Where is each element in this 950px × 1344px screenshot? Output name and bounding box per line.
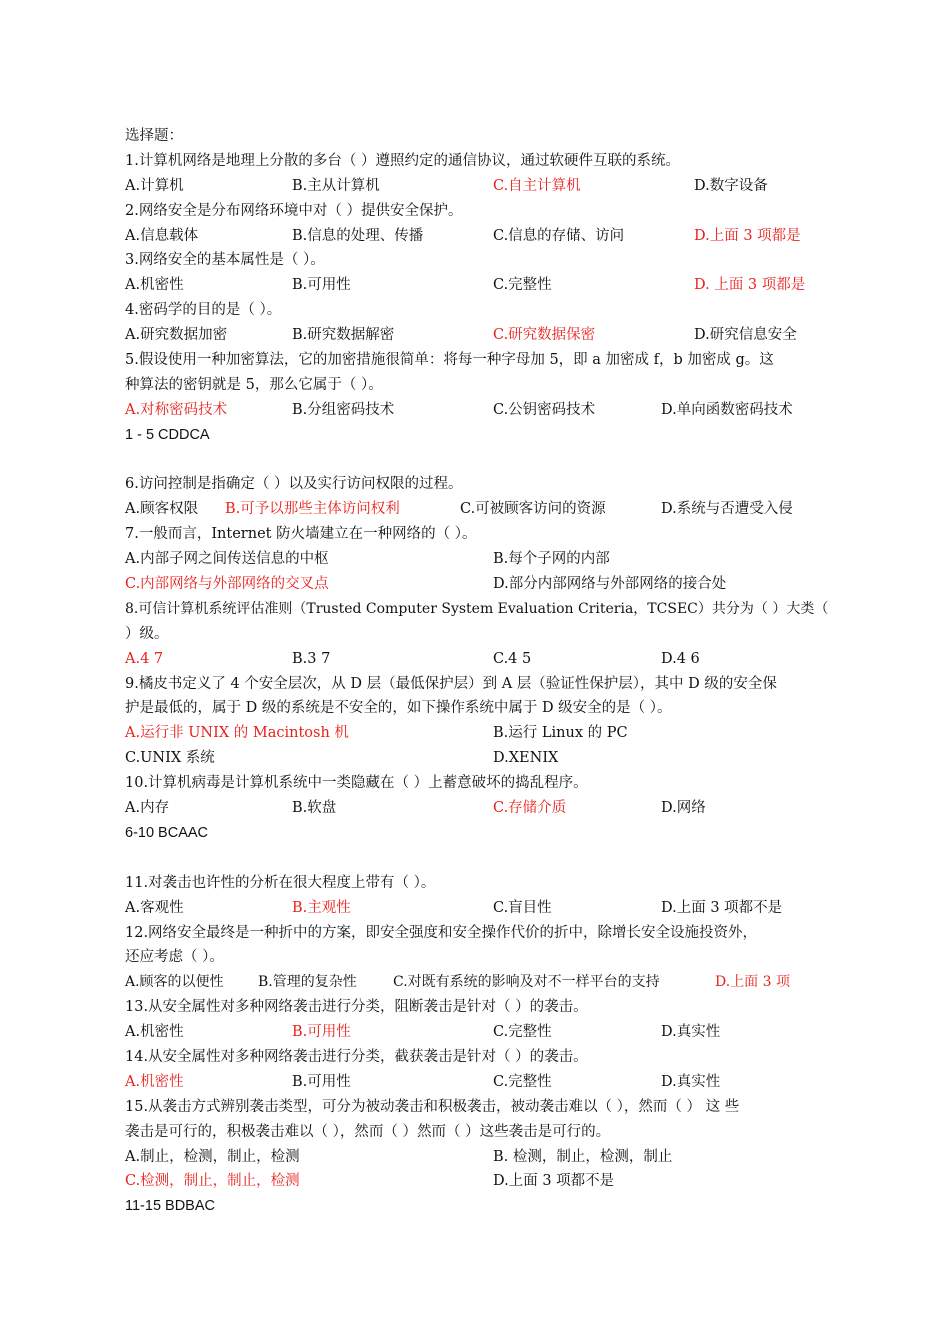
question-7-options-row-1 bbox=[125, 547, 865, 572]
option-b: B.可用性 bbox=[292, 1073, 351, 1090]
option-a: A.顾客权限 bbox=[125, 501, 199, 518]
question-8-stem-line-2: ）级。 bbox=[125, 625, 169, 642]
option-d: D.真实性 bbox=[661, 1073, 721, 1090]
spacer bbox=[125, 448, 865, 473]
option-a-answer: A.对称密码技术 bbox=[125, 401, 228, 418]
option-d: D.研究信息安全 bbox=[694, 327, 797, 344]
option-a-answer: A.运行非 UNIX 的 Macintosh 机 bbox=[125, 725, 349, 742]
option-b-answer: B.主观性 bbox=[292, 899, 351, 916]
option-c-answer: C.研究数据保密 bbox=[493, 327, 596, 344]
option-c: C.公钥密码技术 bbox=[493, 401, 596, 418]
question-9-stem-line-2: 护是最低的，属于 D 级的系统是不安全的，如下操作系统中属于 D 级安全的是（ ）。 bbox=[125, 700, 672, 717]
option-c-answer: C.检测，制止，制止，检测 bbox=[125, 1173, 300, 1190]
option-b: B. 检测，制止，检测，制止 bbox=[493, 1148, 673, 1165]
option-d-answer: D.上面 3 项 bbox=[715, 974, 790, 991]
question-7-stem: 7.一般而言，Internet 防火墙建立在一种网络的（ ）。 bbox=[125, 526, 477, 543]
question-2-stem: 2.网络安全是分布网络环境中对（ ）提供安全保护。 bbox=[125, 202, 463, 219]
option-a: A.信息载体 bbox=[125, 227, 199, 244]
option-d-answer: D.上面 3 项都是 bbox=[694, 227, 801, 244]
question-15-options-row-1 bbox=[125, 1145, 865, 1170]
question-1-options bbox=[125, 174, 865, 199]
question-5-stem-line-2: 种算法的密钥就是 5，那么它属于（ ）。 bbox=[125, 376, 383, 393]
option-b-answer: B.可予以那些主体访问权利 bbox=[225, 501, 400, 518]
option-a-answer: A.机密性 bbox=[125, 1073, 184, 1090]
question-4-stem: 4.密码学的目的是（ ）。 bbox=[125, 302, 282, 319]
option-b-answer: B.可用性 bbox=[292, 1024, 351, 1041]
option-d: D.系统与否遭受入侵 bbox=[661, 501, 793, 518]
option-b: B.主从计算机 bbox=[292, 177, 380, 194]
option-a: A.计算机 bbox=[125, 177, 184, 194]
option-d: D.网络 bbox=[661, 800, 706, 817]
option-d: D.上面 3 项都不是 bbox=[661, 899, 783, 916]
option-b: B.信息的处理、传播 bbox=[292, 227, 424, 244]
option-d: D.4 6 bbox=[661, 650, 700, 667]
question-3-options bbox=[125, 273, 865, 298]
option-d: D.上面 3 项都不是 bbox=[493, 1173, 615, 1190]
section-heading: 选择题： bbox=[125, 128, 183, 144]
question-9-stem-line-1: 9.橘皮书定义了 4 个安全层次，从 D 层（最低保护层）到 A 层（验证性保护层），其中 D 级的安全保 bbox=[125, 675, 777, 692]
option-c: C.完整性 bbox=[493, 277, 552, 294]
option-a: A.客观性 bbox=[125, 899, 184, 916]
question-6-options bbox=[125, 497, 865, 522]
question-13-options bbox=[125, 1020, 865, 1045]
option-c: C.完整性 bbox=[493, 1073, 552, 1090]
question-7-options-row-2 bbox=[125, 572, 865, 597]
question-10-stem: 10.计算机病毒是计算机系统中一类隐藏在（ ）上蓄意破坏的捣乱程序。 bbox=[125, 775, 588, 792]
answer-key-11-15: 11-15 BDBAC bbox=[125, 1198, 215, 1215]
question-14-stem: 14.从安全属性对多种网络袭击进行分类，截获袭击是针对（ ）的袭击。 bbox=[125, 1048, 588, 1065]
question-11-options bbox=[125, 896, 865, 921]
question-11-stem: 11.对袭击也许性的分析在很大程度上带有（ ）。 bbox=[125, 874, 436, 891]
option-a: A.内存 bbox=[125, 800, 170, 817]
option-c: C.可被顾客访问的资源 bbox=[460, 501, 606, 518]
option-b: B.研究数据解密 bbox=[292, 327, 395, 344]
question-3-stem: 3.网络安全的基本属性是（ ）。 bbox=[125, 252, 325, 269]
question-15-options-row-2 bbox=[125, 1169, 865, 1194]
option-b: B.分组密码技术 bbox=[292, 401, 395, 418]
option-c: C.对既有系统的影响及对不一样平台的支持 bbox=[393, 974, 660, 991]
question-12-stem-line-1: 12.网络安全最终是一种折中的方案，即安全强度和安全操作代价的折中，除增长安全设施投资外， bbox=[125, 924, 758, 941]
option-c: C.4 5 bbox=[493, 650, 532, 667]
option-c: C.UNIX 系统 bbox=[125, 750, 215, 767]
question-9-options-row-2 bbox=[125, 746, 865, 771]
option-a: A.研究数据加密 bbox=[125, 327, 228, 344]
option-a: A.内部子网之间传送信息的中枢 bbox=[125, 551, 329, 568]
option-a: A.制止，检测，制止，检测 bbox=[125, 1148, 300, 1165]
option-b: B.可用性 bbox=[292, 277, 351, 294]
option-b: B.软盘 bbox=[292, 800, 337, 817]
question-9-options-row-1 bbox=[125, 721, 865, 746]
option-b: B.3 7 bbox=[292, 650, 331, 667]
option-d: D.XENIX bbox=[493, 750, 559, 767]
question-4-options bbox=[125, 323, 865, 348]
option-d-answer: D. 上面 3 项都是 bbox=[694, 277, 806, 294]
option-b: B.运行 Linux 的 PC bbox=[493, 725, 628, 742]
answer-key-6-10: 6-10 BCAAC bbox=[125, 824, 209, 841]
question-12-stem-line-2: 还应考虑（ ）。 bbox=[125, 949, 224, 966]
option-c-answer: C.自主计算机 bbox=[493, 177, 581, 194]
question-12-options bbox=[125, 970, 865, 995]
question-8-options bbox=[125, 647, 865, 672]
question-2-options bbox=[125, 224, 865, 249]
question-1-stem: 1.计算机网络是地理上分散的多台（ ）遵照约定的通信协议，通过软硬件互联的系统。 bbox=[125, 152, 680, 169]
option-a: A.顾客的以便性 bbox=[125, 974, 224, 991]
option-c: C.完整性 bbox=[493, 1024, 552, 1041]
option-b: B.管理的复杂性 bbox=[258, 974, 357, 991]
question-5-options bbox=[125, 398, 865, 423]
question-14-options bbox=[125, 1070, 865, 1095]
question-13-stem: 13.从安全属性对多种网络袭击进行分类，阻断袭击是针对（ ）的袭击。 bbox=[125, 999, 588, 1016]
question-15-stem-line-2: 袭击是可行的，积极袭击难以（ ），然而（ ）然而（ ）这些袭击是可行的。 bbox=[125, 1123, 611, 1140]
option-d: D.单向函数密码技术 bbox=[661, 401, 793, 418]
option-d: D.数字设备 bbox=[694, 177, 768, 194]
option-a: A.机密性 bbox=[125, 1024, 184, 1041]
option-c: C.信息的存储、访问 bbox=[493, 227, 625, 244]
option-b: B.每个子网的内部 bbox=[493, 551, 610, 568]
question-8-stem-line-1: 8.可信计算机系统评估准则（Trusted Computer System Evaluation Criteria，TCSEC）共分为（ ）大类（ bbox=[125, 600, 829, 617]
question-5-stem-line-1: 5.假设使用一种加密算法，它的加密措施很简单：将每一种字母加 5，即 a 加密成 f，b 加密成 g。这 bbox=[125, 352, 774, 369]
option-c-answer: C.存储介质 bbox=[493, 800, 567, 817]
option-a: A.机密性 bbox=[125, 277, 184, 294]
option-c-answer: C.内部网络与外部网络的交叉点 bbox=[125, 576, 329, 593]
document-page bbox=[125, 124, 865, 1219]
option-d: D.真实性 bbox=[661, 1024, 721, 1041]
option-a-answer: A.4 7 bbox=[125, 650, 164, 667]
spacer bbox=[125, 846, 865, 871]
answer-key-1-5: 1 - 5 CDDCA bbox=[125, 426, 210, 443]
question-6-stem: 6.访问控制是指确定（ ）以及实行访问权限的过程。 bbox=[125, 476, 463, 493]
option-c: C.盲目性 bbox=[493, 899, 552, 916]
question-10-options bbox=[125, 796, 865, 821]
option-d: D.部分内部网络与外部网络的接合处 bbox=[493, 576, 727, 593]
question-15-stem-line-1: 15.从袭击方式辨别袭击类型，可分为被动袭击和积极袭击，被动袭击难以（ ），然而（ ） 这 些 bbox=[125, 1098, 740, 1115]
